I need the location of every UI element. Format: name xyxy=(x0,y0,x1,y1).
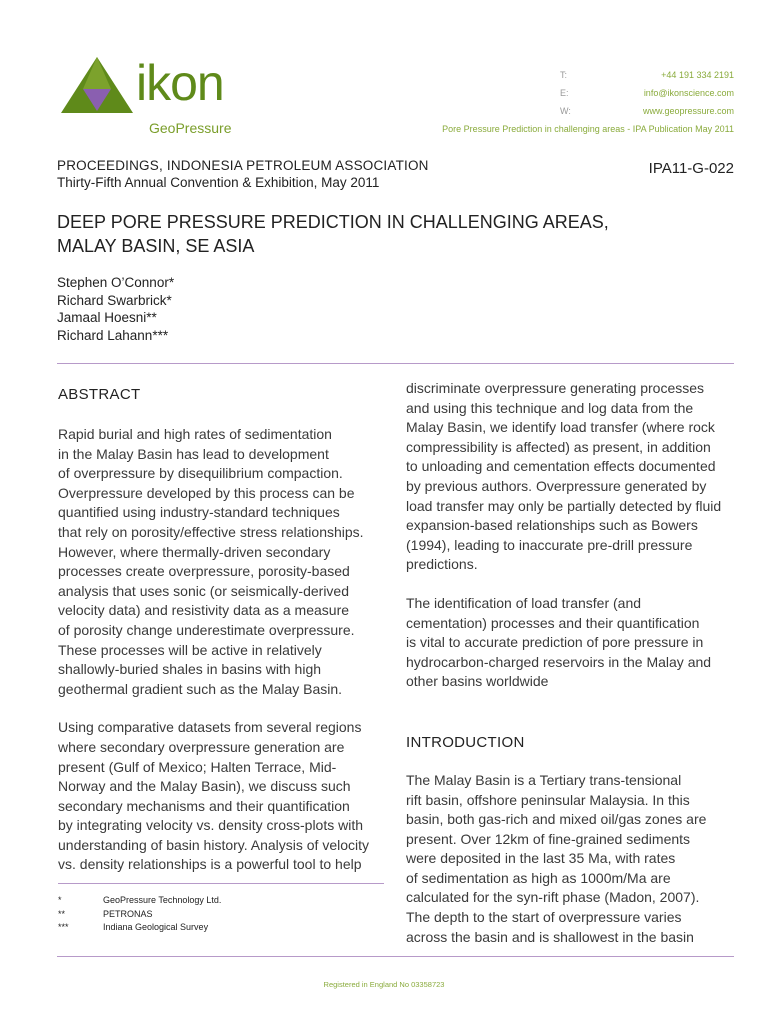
text-line: vs. density relationships is a powerful tool to help xyxy=(58,856,362,873)
text-line: expansion-based relationships such as Bowers xyxy=(406,517,698,534)
text-line: basin, both gas-rich and mixed oil/gas zones are xyxy=(406,811,707,828)
publication-line: Pore Pressure Prediction in challenging areas - IPA Publication May 2011 xyxy=(442,124,734,134)
text-line: load transfer may only be partially detected by fluid xyxy=(406,497,722,514)
author: Richard Lahann*** xyxy=(57,327,169,343)
right-paragraph-1 xyxy=(406,379,742,575)
text-line: calculated for the syn-rift phase (Madon, 2007). xyxy=(406,889,700,906)
text-line: present. Over 12km of fine-grained sediments xyxy=(406,830,691,847)
text-line: discriminate overpressure generating processes xyxy=(406,380,705,396)
text-line: The Malay Basin is a Tertiary trans-tensional xyxy=(406,771,682,788)
footnote-mark: ** xyxy=(58,908,66,919)
paper-title-line: MALAY BASIN, SE ASIA xyxy=(57,236,255,256)
text-line: where secondary overpressure generation are xyxy=(58,738,345,755)
text-line: rift basin, offshore peninsular Malaysia. In this xyxy=(406,791,690,808)
text-line: of porosity change underestimate overpressure. xyxy=(58,621,355,638)
footnote-divider xyxy=(58,883,384,884)
footer-divider xyxy=(57,956,734,957)
text-line: were deposited in the last 35 Ma, with rates xyxy=(406,850,676,867)
author-list xyxy=(57,274,174,344)
text-line: Rapid burial and high rates of sedimentation xyxy=(58,426,332,442)
text-line: quantified using industry-standard techniques xyxy=(58,504,340,521)
footnote-text: Indiana Geological Survey xyxy=(103,922,209,932)
text-line: These processes will be active in relatively xyxy=(58,641,322,658)
header-divider xyxy=(57,363,734,364)
text-line: Overpressure developed by this process can be xyxy=(58,484,355,501)
contact-email-value: info@ikonscience.com xyxy=(643,88,734,98)
footnote-text: PETRONAS xyxy=(103,908,153,919)
text-line: understanding of basin history. Analysis of velocity xyxy=(58,836,370,853)
text-line: by integrating velocity vs. density cross-plots with xyxy=(58,817,364,834)
proceedings-subtitle: Thirty-Fifth Annual Convention & Exhibition, May 2011 xyxy=(57,175,380,190)
paper-title xyxy=(57,210,697,258)
contact-phone-label: T: xyxy=(560,70,568,80)
logo-wordmark: ikon xyxy=(136,55,224,111)
contact-phone-value: +44 191 334 2191 xyxy=(661,70,734,80)
footnote xyxy=(58,908,221,922)
text-line: that rely on porosity/effective stress relationships. xyxy=(58,523,364,540)
footnote-text: GeoPressure Technology Ltd. xyxy=(103,895,222,905)
introduction-heading: INTRODUCTION xyxy=(406,733,525,751)
abstract-paragraph-2 xyxy=(58,718,388,875)
text-line: The depth to the start of overpressure varies xyxy=(406,909,682,926)
contact-web xyxy=(560,102,734,120)
right-column xyxy=(406,379,742,947)
text-line: geothermal gradient such as the Malay Basin. xyxy=(58,680,343,697)
text-line: velocity data) and resistivity data as a measure xyxy=(58,602,350,619)
text-line: predictions. xyxy=(406,556,478,573)
text-line: analysis that uses sonic (or seismically-derived xyxy=(58,582,349,599)
text-line: by previous authors. Overpressure generated by xyxy=(406,477,707,494)
contact-web-label: W: xyxy=(560,106,571,116)
footnote-mark: * xyxy=(58,895,62,905)
author: Richard Swarbrick* xyxy=(57,292,172,308)
text-line: in the Malay Basin has lead to development xyxy=(58,445,329,462)
text-line: Norway and the Malay Basin), we discuss such xyxy=(58,778,351,795)
text-line: present (Gulf of Mexico; Halten Terrace, Mid- xyxy=(58,758,337,775)
introduction-paragraph xyxy=(406,771,742,947)
abstract-heading: ABSTRACT xyxy=(58,386,141,403)
text-line: processes create overpressure, porosity-based xyxy=(58,563,350,580)
footnote xyxy=(58,921,221,935)
text-line: to unloading and cementation effects documented xyxy=(406,458,716,475)
text-line: is vital to accurate prediction of pore pressure in xyxy=(406,634,704,651)
logo-subtitle: GeoPressure xyxy=(149,120,232,136)
footnote xyxy=(58,894,221,908)
text-line: other basins worldwide xyxy=(406,673,549,690)
footnotes xyxy=(58,894,221,935)
paper-id: IPA11-G-022 xyxy=(648,160,734,177)
text-line: shallowly-buried shales in basins with high xyxy=(58,661,322,678)
right-paragraph-2 xyxy=(406,594,742,692)
paper-title-line: DEEP PORE PRESSURE PREDICTION IN CHALLENGING AREAS, xyxy=(57,212,609,232)
abstract-paragraph-1 xyxy=(58,425,388,699)
text-line: across the basin and is shallowest in the basin xyxy=(406,928,694,945)
contact-web-value: www.geopressure.com xyxy=(642,106,734,116)
text-line: compressibility is affected) as present, in addition xyxy=(406,438,711,455)
registration-footer: Registered in England No 03358723 xyxy=(323,980,445,989)
text-line: of sedimentation as high as 1000m/Ma are xyxy=(406,869,671,886)
contact-email-label: E: xyxy=(560,88,569,98)
contact-block xyxy=(560,66,734,120)
text-line: and using this technique and log data from the xyxy=(406,399,694,416)
text-line: hydrocarbon-charged reservoirs in the Malay and xyxy=(406,653,712,670)
text-line: Using comparative datasets from several regions xyxy=(58,719,362,736)
text-line: cementation) processes and their quantification xyxy=(406,614,700,631)
text-line: The identification of load transfer (and xyxy=(406,594,642,611)
footnote-mark: *** xyxy=(58,922,69,932)
contact-email xyxy=(560,84,734,102)
author: Stephen O’Connor* xyxy=(57,275,175,290)
contact-phone xyxy=(560,66,734,84)
author: Jamaal Hoesni** xyxy=(57,310,157,325)
left-column xyxy=(58,374,388,875)
text-line: of overpressure by disequilibrium compaction. xyxy=(58,465,343,482)
text-line: However, where thermally-driven secondary xyxy=(58,543,331,560)
proceedings-title: PROCEEDINGS, INDONESIA PETROLEUM ASSOCIATION xyxy=(57,158,429,173)
text-line: Malay Basin, we identify load transfer (where rock xyxy=(406,419,715,436)
text-line: (1994), leading to inaccurate pre-drill pressure xyxy=(406,536,693,553)
text-line: secondary mechanisms and their quantification xyxy=(58,797,350,814)
